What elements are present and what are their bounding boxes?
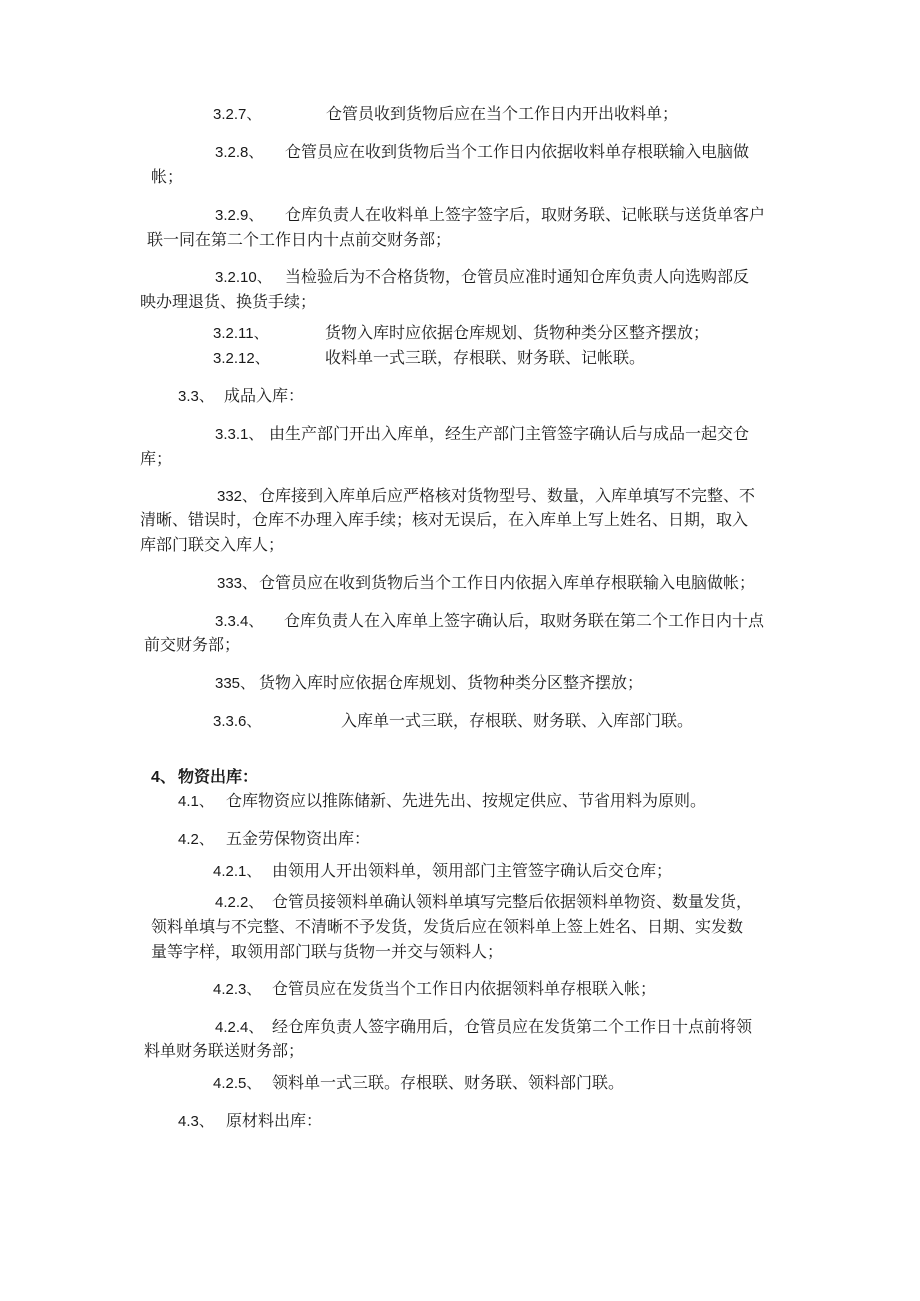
clause-text: 仓管员应在收到货物后当个工作日内依据收料单存根联输入电脑做 (285, 142, 750, 161)
clause-continuation: 映办理退货、换货手续； (140, 292, 317, 311)
section-title: 物资出库： (178, 767, 259, 786)
clause-number: 335、 (215, 675, 256, 692)
clause-text: 仓管员接领料单确认领料单填写完整后依据领料单物资、数量发货， (272, 892, 753, 911)
clause-text: 仓库负责人在收料单上签字签字后，取财务联、记帐联与送货单客户 (285, 205, 766, 224)
clause-text: 当检验后为不合格货物，仓管员应准时通知仓库负责人向选购部反 (285, 267, 750, 286)
clause-continuation: 联一同在第二个工作日内十点前交财务部； (147, 230, 452, 249)
clause-3-2-8 (215, 142, 749, 163)
clause-number: 3.2.10、 (215, 269, 272, 286)
clause-3-3-1 (215, 424, 749, 445)
section-title: 五金劳保物资出库： (226, 829, 371, 848)
clause-continuation: 帐； (151, 167, 184, 186)
section-4-2 (178, 829, 370, 850)
clause-4-2-5 (213, 1073, 624, 1094)
clause-continuation: 料单财务联送财务部； (144, 1041, 305, 1060)
section-number: 4.2、 (178, 831, 214, 848)
clause-number: 3.2.12、 (213, 350, 270, 367)
clause-4-2-2 (215, 892, 752, 913)
clause-text: 经仓库负责人签字确用后，仓管员应在发货第二个工作日十点前将领 (272, 1017, 753, 1036)
clause-4-2-3 (213, 979, 656, 1000)
clause-text: 领料单一式三联。存根联、财务联、领料部门联。 (272, 1073, 625, 1092)
clause-number: 4.1、 (178, 793, 214, 810)
clause-3-2-11 (213, 323, 709, 344)
section-number: 4、 (151, 769, 176, 786)
clause-number: 4.2.4、 (215, 1019, 264, 1036)
clause-4-2-4 (215, 1017, 752, 1038)
clause-number: 4.2.5、 (213, 1075, 262, 1092)
clause-number: 3.2.11、 (213, 325, 269, 342)
clause-3-2-10 (215, 267, 749, 288)
clause-number: 332、 (217, 488, 258, 505)
clause-number: 4.2.1、 (213, 863, 262, 880)
clause-text: 仓库接到入库单后应严格核对货物型号、数量，入库单填写不完整、不 (259, 486, 756, 505)
clause-3-3-6 (213, 711, 693, 732)
section-title: 原材料出库： (226, 1111, 323, 1130)
clause-number: 4.2.2、 (215, 894, 264, 911)
clause-continuation: 领料单填与不完整、不清晰不予发货，发货后应在领料单上签上姓名、日期、实发数 (151, 917, 744, 936)
clause-3-2-9 (215, 205, 765, 226)
clause-number: 333、 (217, 575, 258, 592)
clause-number: 3.3.4、 (215, 613, 264, 630)
section-4-3 (178, 1111, 322, 1132)
clause-text: 入库单一式三联，存根联、财务联、入库部门联。 (341, 711, 694, 730)
clause-3-3-2 (217, 486, 755, 507)
clause-continuation: 清晰、错误时，仓库不办理入库手续；核对无误后，在入库单上写上姓名、日期，取入 (140, 510, 749, 529)
clause-text: 仓库负责人在入库单上签字确认后，取财务联在第二个工作日内十点 (284, 611, 765, 630)
clause-number: 3.2.8、 (215, 144, 264, 161)
clause-text: 仓库物资应以推陈储新、先进先出、按规定供应、节省用料为原则。 (226, 791, 707, 810)
clause-text: 收料单一式三联，存根联、财务联、记帐联。 (325, 348, 646, 367)
clause-text: 仓管员收到货物后应在当个工作日内开出收料单； (326, 104, 679, 123)
section-number: 3.3、 (178, 388, 214, 405)
clause-text: 货物入库时应依据仓库规划、货物种类分区整齐摆放； (259, 673, 644, 692)
clause-3-3-5 (215, 673, 643, 694)
clause-text: 仓管员应在发货当个工作日内依据领料单存根联入帐； (272, 979, 657, 998)
clause-continuation: 库； (140, 449, 173, 468)
clause-number: 3.3.6、 (213, 713, 262, 730)
clause-text: 由领用人开出领料单，领用部门主管签字确认后交仓库； (272, 861, 673, 880)
clause-number: 3.3.1、 (215, 426, 264, 443)
clause-3-2-7 (213, 104, 678, 125)
clause-text: 仓管员应在收到货物后当个工作日内依据入库单存根联输入电脑做帐； (259, 573, 756, 592)
clause-4-2-1 (213, 861, 672, 882)
clause-number: 3.2.7、 (213, 106, 262, 123)
section-4 (151, 767, 258, 788)
clause-continuation: 库部门联交入库人； (140, 535, 285, 554)
clause-3-3-3 (217, 573, 755, 594)
clause-4-1 (178, 791, 706, 812)
clause-text: 由生产部门开出入库单，经生产部门主管签字确认后与成品一起交仓 (269, 424, 750, 443)
clause-number: 4.2.3、 (213, 981, 262, 998)
clause-text: 货物入库时应依据仓库规划、货物种类分区整齐摆放； (325, 323, 710, 342)
section-title: 成品入库： (224, 386, 305, 405)
clause-continuation: 量等字样，取领用部门联与货物一并交与领料人； (151, 942, 504, 961)
section-3-3 (178, 386, 304, 407)
clause-3-3-4 (215, 611, 764, 632)
section-number: 4.3、 (178, 1113, 214, 1130)
clause-continuation: 前交财务部； (144, 635, 241, 654)
clause-3-2-12 (213, 348, 645, 369)
clause-number: 3.2.9、 (215, 207, 264, 224)
